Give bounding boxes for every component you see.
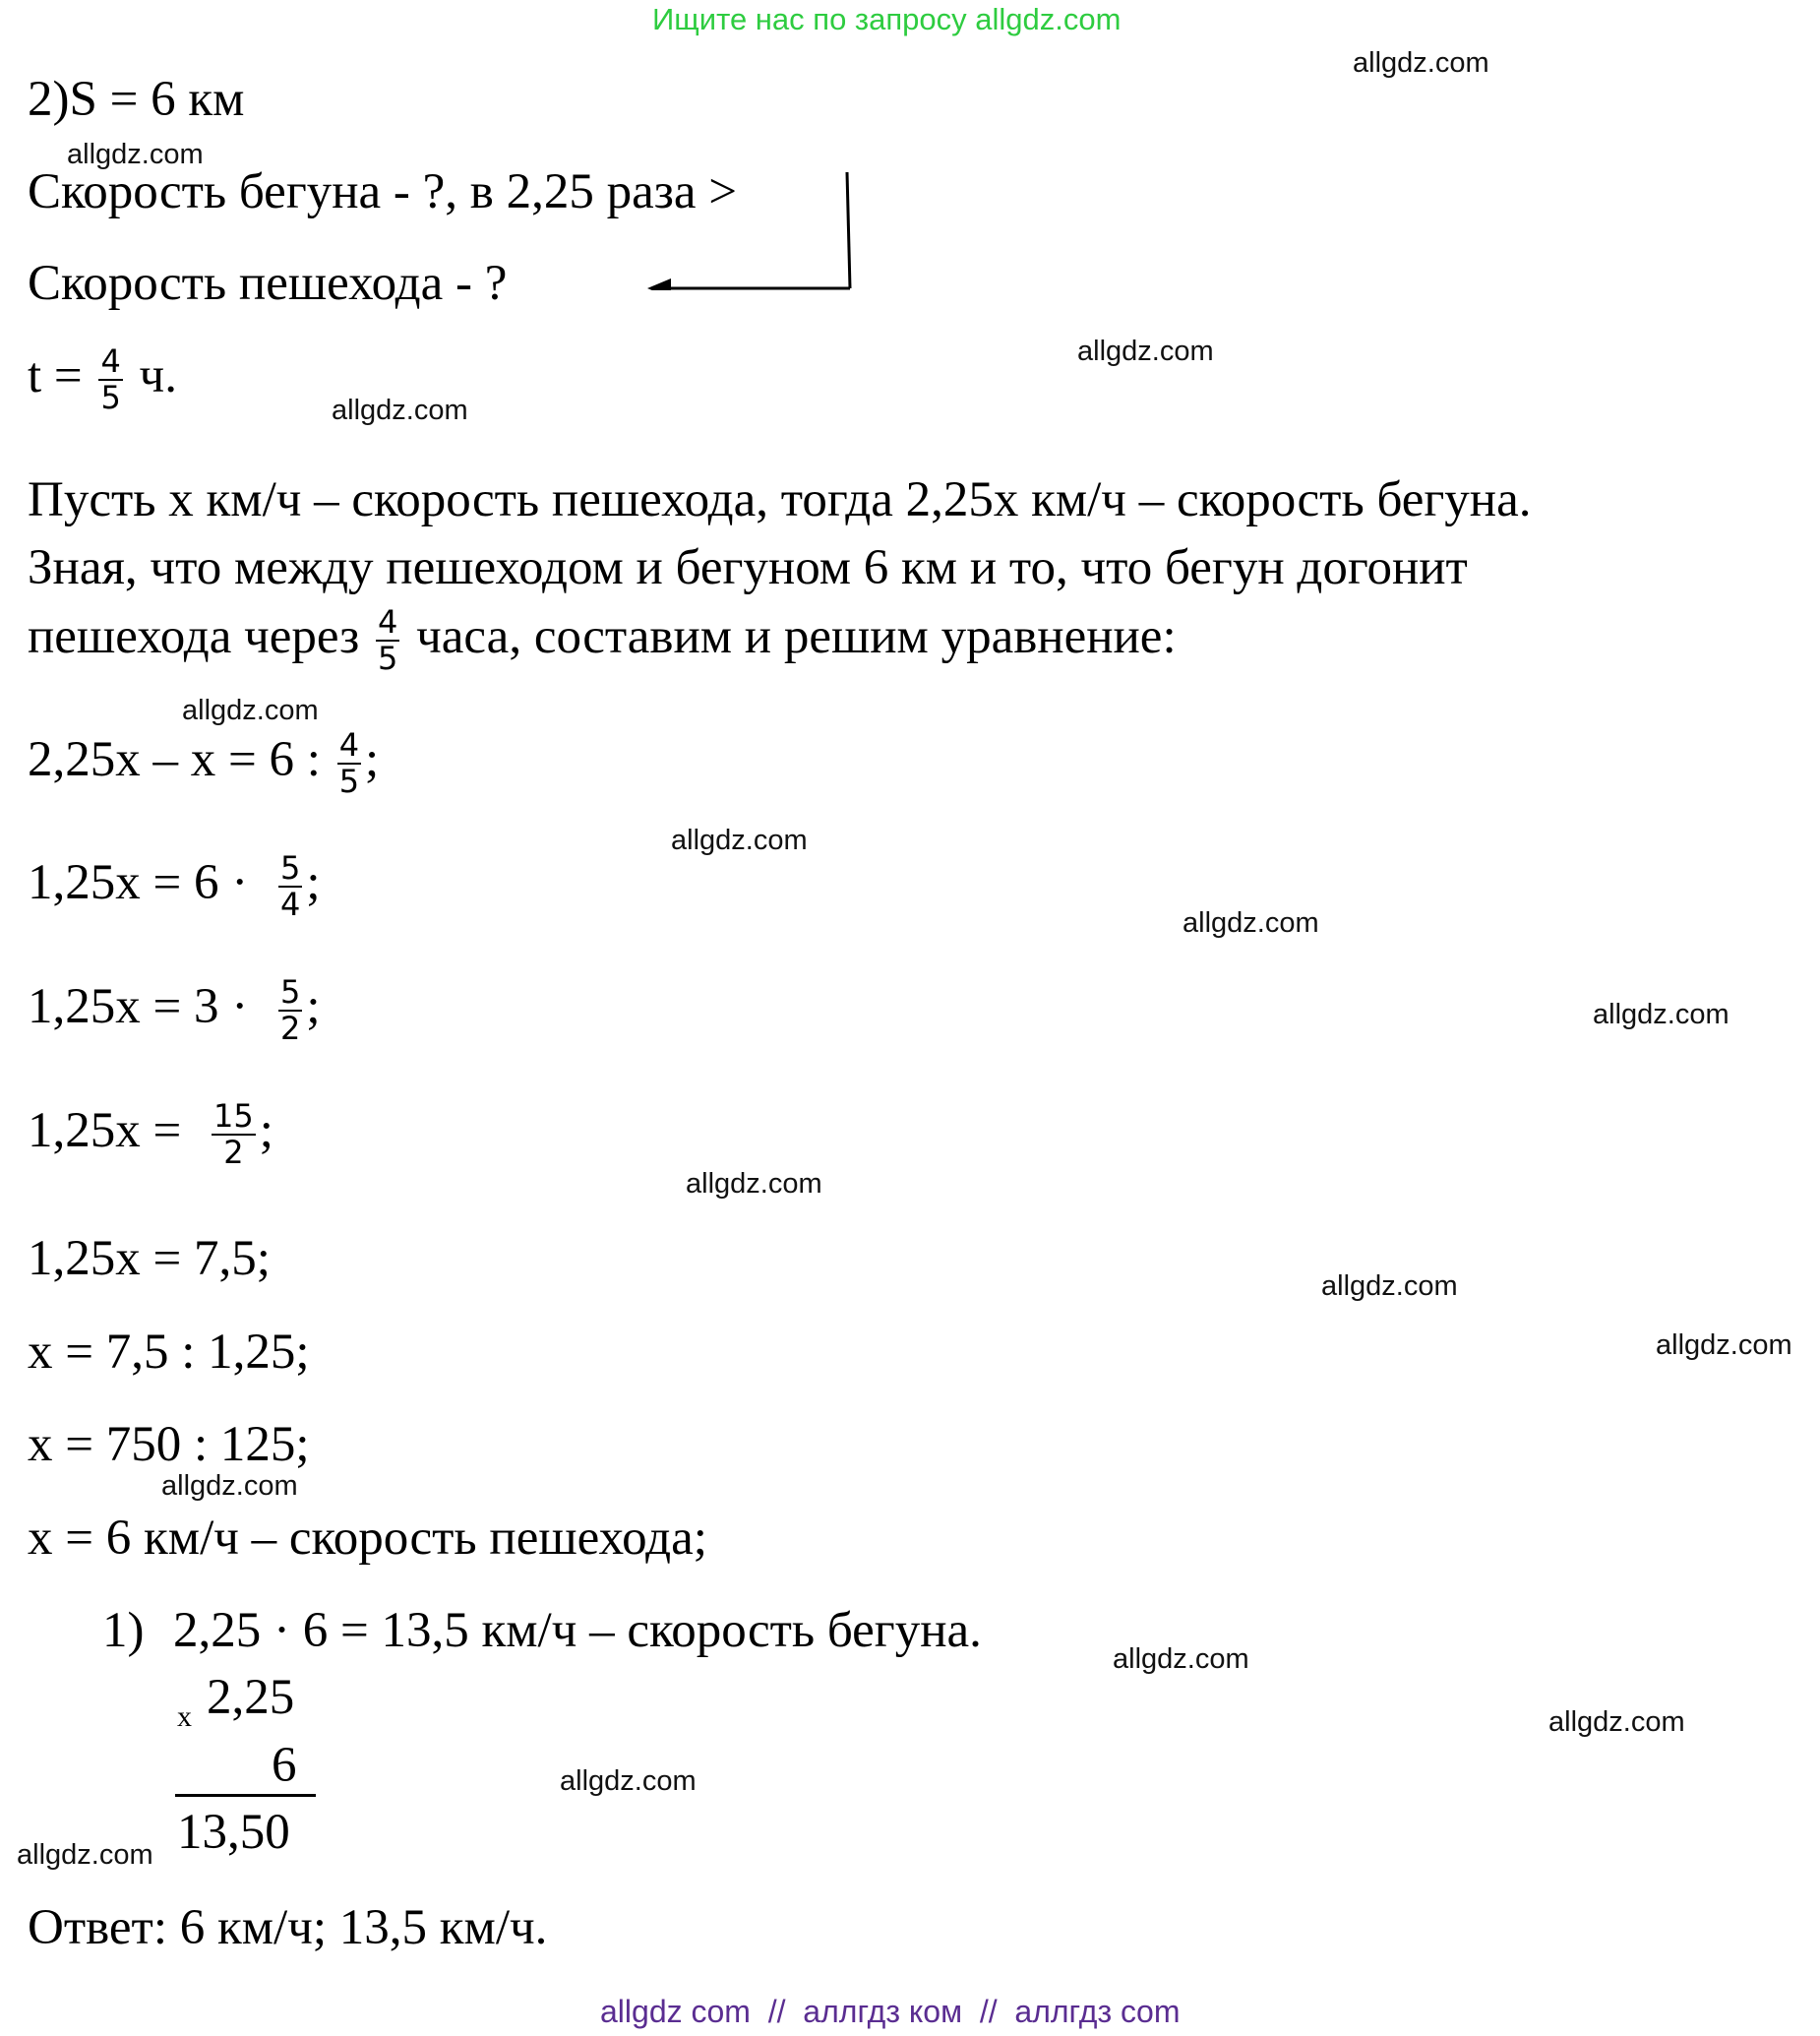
equation-1-left: 2,25x – x = 6 : [28, 731, 321, 787]
watermark: allgdz.com [1353, 47, 1489, 79]
watermark: allgdz.com [686, 1168, 822, 1200]
explanation-fraction [376, 605, 399, 676]
explanation-line-3-suffix: часа, составим и решим уравнение: [416, 608, 1177, 664]
equation-1-fraction [337, 728, 361, 799]
watermark: allgdz.com [17, 1839, 153, 1871]
equation-3-end: ; [306, 978, 321, 1034]
watermark: allgdz.com [1183, 907, 1319, 939]
equation-3-fraction [278, 975, 302, 1046]
relation-arrow-icon [630, 162, 856, 290]
equation-4-left: 1,25x = [28, 1102, 182, 1158]
multiplication-rule [175, 1794, 316, 1797]
equation-3-denominator: 2 [280, 1010, 301, 1048]
footer-links[interactable]: allgdz com // аллгдз ком // аллгдз com [600, 1994, 1181, 2029]
given-distance: 2)S = 6 км [28, 72, 245, 127]
explanation-fraction-numerator: 4 [378, 603, 398, 641]
explanation-line-3 [28, 605, 1177, 676]
equation-6: x = 7,5 : 1,25; [28, 1325, 310, 1380]
step-text: 2,25 · 6 = 13,5 км/ч – скорость бегуна. [173, 1603, 982, 1658]
explanation-line-1: Пусть x км/ч – скорость пешехода, тогда 2,25x км/ч – скорость бегуна. [28, 472, 1532, 527]
multiplication-top: 2,25 [207, 1670, 295, 1725]
equation-4 [28, 1099, 273, 1170]
equation-2 [28, 851, 321, 922]
equation-1-numerator: 4 [338, 726, 360, 764]
top-banner[interactable]: Ищите нас по запросу allgdz.com [652, 2, 1122, 36]
explanation-fraction-denominator: 5 [378, 640, 398, 678]
watermark: allgdz.com [1113, 1643, 1249, 1675]
equation-2-left: 1,25x = 6 · [28, 854, 249, 910]
time-unit: ч. [139, 347, 177, 403]
equation-4-fraction [212, 1099, 256, 1170]
equation-2-denominator: 4 [280, 886, 301, 924]
equation-8: x = 6 км/ч – скорость пешехода; [28, 1511, 707, 1566]
explanation-line-2: Зная, что между пешеходом и бегуном 6 км и то, что бегун догонит [28, 540, 1468, 595]
equation-2-fraction [278, 851, 302, 922]
equation-1-denominator: 5 [338, 763, 360, 801]
explanation-line-3-prefix: пешехода через [28, 608, 360, 664]
time-given [28, 344, 177, 415]
equation-2-numerator: 5 [280, 849, 301, 887]
equation-7: x = 750 : 125; [28, 1417, 310, 1472]
watermark: allgdz.com [182, 695, 319, 726]
watermark: allgdz.com [1077, 336, 1214, 367]
equation-1 [28, 728, 379, 799]
equation-4-end: ; [259, 1102, 273, 1158]
watermark: allgdz.com [1656, 1329, 1792, 1361]
multiplication-bottom: 6 [272, 1738, 297, 1793]
watermark: allgdz.com [671, 825, 808, 856]
equation-3-numerator: 5 [280, 973, 301, 1011]
runner-speed-condition: Скорость бегуна - ?, в 2,25 раза > [28, 164, 738, 219]
equation-4-numerator: 15 [213, 1097, 254, 1135]
time-fraction [98, 344, 122, 415]
time-prefix: t = [28, 347, 83, 403]
equation-3 [28, 975, 321, 1046]
equation-3-left: 1,25x = 3 · [28, 978, 249, 1034]
watermark: allgdz.com [161, 1470, 298, 1502]
watermark: allgdz.com [332, 395, 468, 426]
time-fraction-denominator: 5 [100, 379, 121, 417]
watermark: allgdz.com [560, 1765, 697, 1797]
answer: Ответ: 6 км/ч; 13,5 км/ч. [28, 1900, 548, 1955]
multiplication-result: 13,50 [177, 1805, 290, 1860]
step-label: 1) [102, 1603, 145, 1658]
equation-4-denominator: 2 [212, 1134, 256, 1170]
equation-5: 1,25x = 7,5; [28, 1231, 271, 1286]
walker-speed-condition: Скорость пешехода - ? [28, 256, 508, 311]
time-fraction-numerator: 4 [100, 342, 121, 380]
watermark: allgdz.com [1321, 1270, 1458, 1302]
equation-1-end: ; [365, 731, 380, 787]
equation-2-end: ; [306, 854, 321, 910]
watermark: allgdz.com [67, 139, 204, 170]
multiplication-sign: x [177, 1700, 192, 1733]
watermark: allgdz.com [1548, 1706, 1685, 1738]
watermark: allgdz.com [1593, 999, 1729, 1030]
